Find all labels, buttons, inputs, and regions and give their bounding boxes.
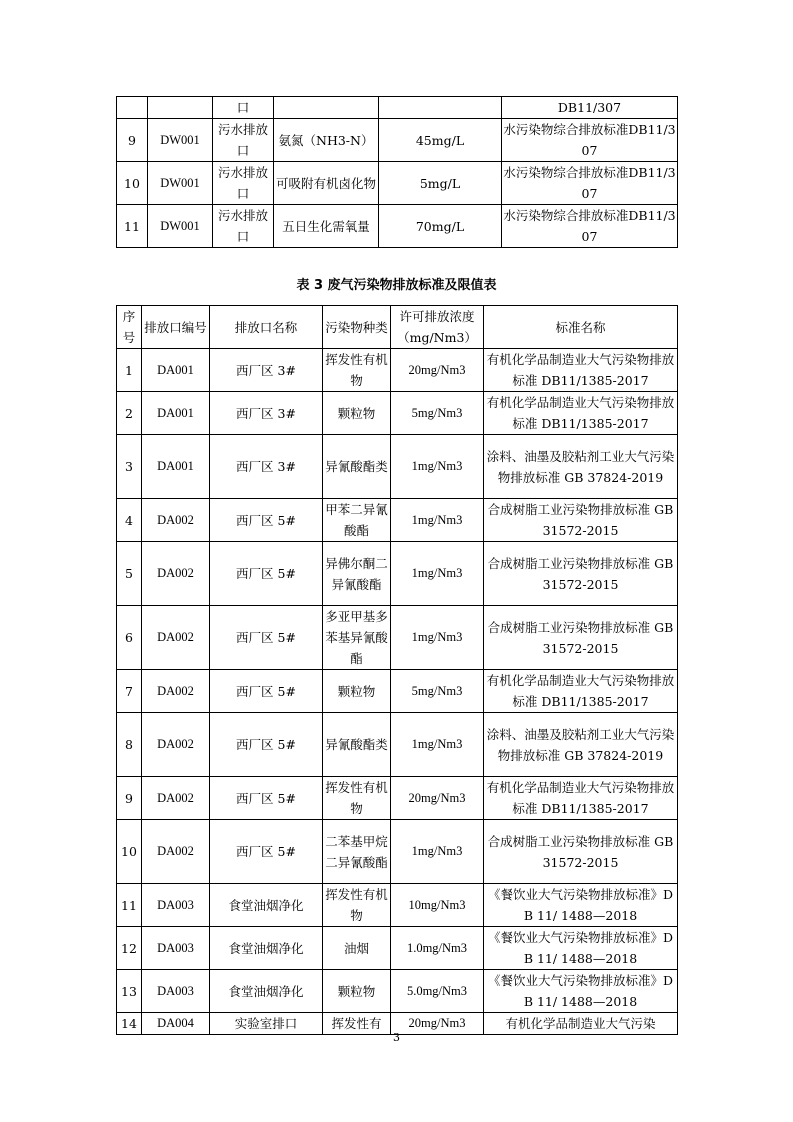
standard: 水污染物综合排放标准DB11/307 bbox=[502, 162, 678, 205]
standard: 有机化学品制造业大气污染物排放标准 DB11/1385-2017 bbox=[484, 670, 678, 713]
row-number: 6 bbox=[117, 606, 142, 670]
outlet-code: DA002 bbox=[142, 820, 210, 884]
outlet-name: 西厂区 3# bbox=[210, 349, 323, 392]
row-number: 10 bbox=[117, 820, 142, 884]
header-code: 排放口编号 bbox=[142, 306, 210, 349]
standard: 《餐饮业大气污染物排放标准》DB 11/ 1488—2018 bbox=[484, 970, 678, 1013]
table-row bbox=[117, 435, 678, 499]
standard: 合成树脂工业污染物排放标准 GB 31572-2015 bbox=[484, 820, 678, 884]
row-number: 11 bbox=[117, 884, 142, 927]
pollutant: 异氰酸酯类 bbox=[323, 713, 391, 777]
standard: 有机化学品制造业大气污染 bbox=[484, 1013, 678, 1035]
header-pollutant: 污染物种类 bbox=[323, 306, 391, 349]
limit: 10mg/Nm3 bbox=[391, 884, 484, 927]
row-number: 2 bbox=[117, 392, 142, 435]
row-number: 10 bbox=[117, 162, 148, 205]
outlet-name: 污水排放口 bbox=[213, 119, 274, 162]
outlet-name: 口 bbox=[213, 97, 274, 119]
limit: 5mg/Nm3 bbox=[391, 392, 484, 435]
pollutant: 可吸附有机卤化物 bbox=[274, 162, 379, 205]
outlet-code: DA002 bbox=[142, 713, 210, 777]
table-row bbox=[117, 970, 678, 1013]
outlet-name: 西厂区 3# bbox=[210, 392, 323, 435]
limit: 20mg/Nm3 bbox=[391, 777, 484, 820]
outlet-name: 西厂区 5# bbox=[210, 820, 323, 884]
row-number: 4 bbox=[117, 499, 142, 542]
row-number: 11 bbox=[117, 205, 148, 248]
limit: 45mg/L bbox=[379, 119, 502, 162]
pollutant: 多亚甲基多苯基异氰酸酯 bbox=[323, 606, 391, 670]
pollutant: 挥发性有机物 bbox=[323, 777, 391, 820]
table-row bbox=[117, 713, 678, 777]
outlet-code: DA001 bbox=[142, 349, 210, 392]
outlet-name: 食堂油烟净化 bbox=[210, 927, 323, 970]
row-number bbox=[117, 97, 148, 119]
table-row bbox=[117, 927, 678, 970]
table-row bbox=[117, 119, 678, 162]
outlet-code: DA002 bbox=[142, 499, 210, 542]
pollutant: 甲苯二异氰酸酯 bbox=[323, 499, 391, 542]
outlet-code: DA003 bbox=[142, 884, 210, 927]
table-row bbox=[117, 97, 678, 119]
limit: 20mg/Nm3 bbox=[391, 1013, 484, 1035]
row-number: 13 bbox=[117, 970, 142, 1013]
pollutant bbox=[274, 97, 379, 119]
table-header-row bbox=[117, 306, 678, 349]
table-row bbox=[117, 542, 678, 606]
outlet-code: DA002 bbox=[142, 670, 210, 713]
outlet-code: DW001 bbox=[148, 162, 213, 205]
limit: 1mg/Nm3 bbox=[391, 606, 484, 670]
row-number: 5 bbox=[117, 542, 142, 606]
pollutant: 异佛尔酮二异氰酸酯 bbox=[323, 542, 391, 606]
pollutant: 颗粒物 bbox=[323, 970, 391, 1013]
outlet-code: DA004 bbox=[142, 1013, 210, 1035]
outlet-name: 西厂区 5# bbox=[210, 670, 323, 713]
outlet-code: DA003 bbox=[142, 927, 210, 970]
limit: 5mg/Nm3 bbox=[391, 670, 484, 713]
table-row bbox=[117, 670, 678, 713]
outlet-code: DA001 bbox=[142, 435, 210, 499]
row-number: 9 bbox=[117, 119, 148, 162]
outlet-name: 实验室排口 bbox=[210, 1013, 323, 1035]
table-row bbox=[117, 499, 678, 542]
row-number: 9 bbox=[117, 777, 142, 820]
outlet-code: DA003 bbox=[142, 970, 210, 1013]
table-caption: 表 3 废气污染物排放标准及限值表 bbox=[296, 278, 497, 293]
outlet-name: 食堂油烟净化 bbox=[210, 970, 323, 1013]
row-number: 12 bbox=[117, 927, 142, 970]
table-row bbox=[117, 349, 678, 392]
pollutant: 油烟 bbox=[323, 927, 391, 970]
standard: DB11/307 bbox=[502, 97, 678, 119]
limit: 5mg/L bbox=[379, 162, 502, 205]
pollutant: 五日生化需氧量 bbox=[274, 205, 379, 248]
pollutant: 挥发性有机物 bbox=[323, 884, 391, 927]
pollutant: 颗粒物 bbox=[323, 392, 391, 435]
outlet-name: 西厂区 5# bbox=[210, 777, 323, 820]
outlet-name: 西厂区 5# bbox=[210, 713, 323, 777]
pollutant: 二苯基甲烷二异氰酸酯 bbox=[323, 820, 391, 884]
table-row bbox=[117, 392, 678, 435]
pollutant: 异氰酸酯类 bbox=[323, 435, 391, 499]
standard: 合成树脂工业污染物排放标准 GB 31572-2015 bbox=[484, 499, 678, 542]
row-number: 1 bbox=[117, 349, 142, 392]
row-number: 7 bbox=[117, 670, 142, 713]
pollutant: 挥发性有机物 bbox=[323, 349, 391, 392]
limit: 70mg/L bbox=[379, 205, 502, 248]
limit: 1mg/Nm3 bbox=[391, 713, 484, 777]
pollutant: 挥发性有 bbox=[323, 1013, 391, 1035]
standard: 有机化学品制造业大气污染物排放标准 DB11/1385-2017 bbox=[484, 392, 678, 435]
outlet-code: DA002 bbox=[142, 542, 210, 606]
limit: 20mg/Nm3 bbox=[391, 349, 484, 392]
outlet-code bbox=[148, 97, 213, 119]
header-name: 排放口名称 bbox=[210, 306, 323, 349]
standard: 《餐饮业大气污染物排放标准》DB 11/ 1488—2018 bbox=[484, 927, 678, 970]
pollutant: 颗粒物 bbox=[323, 670, 391, 713]
outlet-name: 西厂区 3# bbox=[210, 435, 323, 499]
table-row bbox=[117, 884, 678, 927]
row-number: 14 bbox=[117, 1013, 142, 1035]
water-pollutant-table bbox=[116, 96, 678, 248]
limit: 1mg/Nm3 bbox=[391, 499, 484, 542]
outlet-code: DA002 bbox=[142, 606, 210, 670]
table-row bbox=[117, 606, 678, 670]
outlet-name: 西厂区 5# bbox=[210, 499, 323, 542]
standard: 《餐饮业大气污染物排放标准》DB 11/ 1488—2018 bbox=[484, 884, 678, 927]
limit: 1.0mg/Nm3 bbox=[391, 927, 484, 970]
limit: 1mg/Nm3 bbox=[391, 435, 484, 499]
standard: 有机化学品制造业大气污染物排放标准 DB11/1385-2017 bbox=[484, 349, 678, 392]
standard: 水污染物综合排放标准DB11/307 bbox=[502, 119, 678, 162]
outlet-code: DW001 bbox=[148, 119, 213, 162]
table-row bbox=[117, 820, 678, 884]
header-no: 序号 bbox=[117, 306, 142, 349]
limit: 1mg/Nm3 bbox=[391, 820, 484, 884]
table-row bbox=[117, 777, 678, 820]
outlet-name: 污水排放口 bbox=[213, 162, 274, 205]
outlet-code: DW001 bbox=[148, 205, 213, 248]
row-number: 3 bbox=[117, 435, 142, 499]
standard: 合成树脂工业污染物排放标准 GB 31572-2015 bbox=[484, 606, 678, 670]
pollutant: 氨氮（NH3-N） bbox=[274, 119, 379, 162]
page-number: 3 bbox=[393, 1031, 400, 1044]
outlet-name: 食堂油烟净化 bbox=[210, 884, 323, 927]
outlet-code: DA001 bbox=[142, 392, 210, 435]
standard: 合成树脂工业污染物排放标准 GB 31572-2015 bbox=[484, 542, 678, 606]
standard: 涂料、油墨及胶粘剂工业大气污染物排放标准 GB 37824-2019 bbox=[484, 713, 678, 777]
row-number: 8 bbox=[117, 713, 142, 777]
limit bbox=[379, 97, 502, 119]
limit: 5.0mg/Nm3 bbox=[391, 970, 484, 1013]
table-row bbox=[117, 205, 678, 248]
header-limit: 许可排放浓度（mg/Nm3） bbox=[391, 306, 484, 349]
gas-pollutant-table bbox=[116, 305, 678, 1035]
outlet-code: DA002 bbox=[142, 777, 210, 820]
standard: 有机化学品制造业大气污染物排放标准 DB11/1385-2017 bbox=[484, 777, 678, 820]
standard: 涂料、油墨及胶粘剂工业大气污染物排放标准 GB 37824-2019 bbox=[484, 435, 678, 499]
limit: 1mg/Nm3 bbox=[391, 542, 484, 606]
header-standard: 标准名称 bbox=[484, 306, 678, 349]
table-row bbox=[117, 162, 678, 205]
outlet-name: 西厂区 5# bbox=[210, 542, 323, 606]
standard: 水污染物综合排放标准DB11/307 bbox=[502, 205, 678, 248]
outlet-name: 污水排放口 bbox=[213, 205, 274, 248]
outlet-name: 西厂区 5# bbox=[210, 606, 323, 670]
